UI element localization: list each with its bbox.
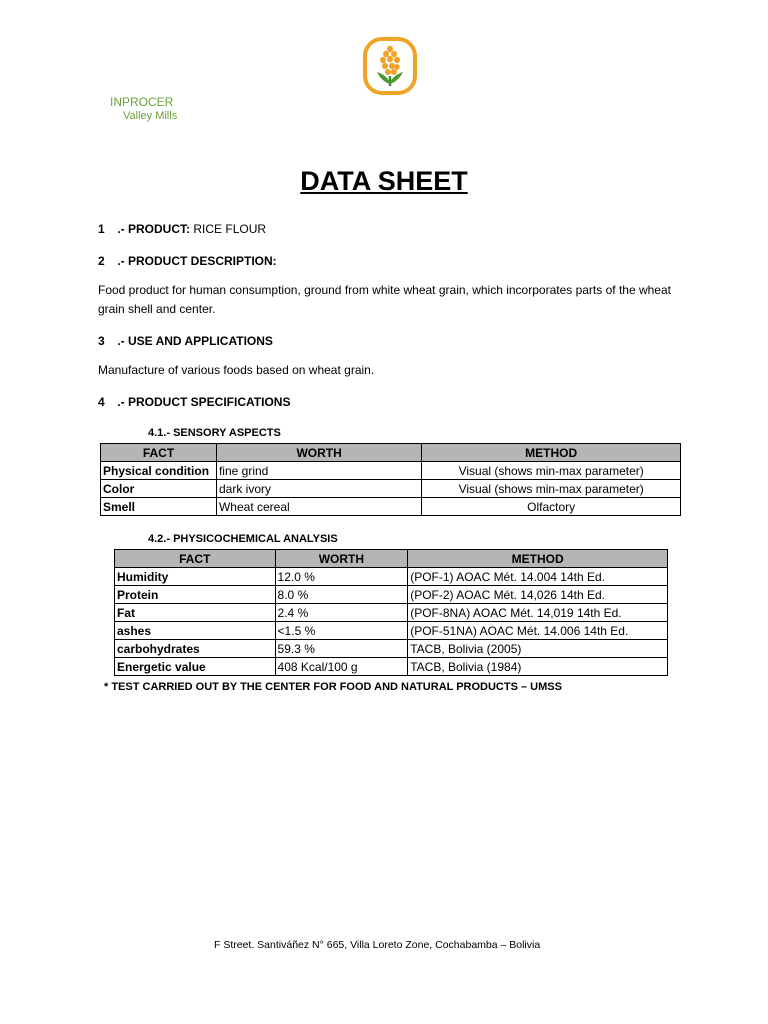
column-header: WORTH [275, 550, 408, 568]
method-cell: (POF-8NA) AOAC Mét. 14,019 14th Ed. [408, 604, 668, 622]
table-row [115, 658, 668, 676]
section-label: .- PRODUCT DESCRIPTION: [117, 254, 277, 268]
method-cell: TACB, Bolivia (1984) [408, 658, 668, 676]
method-cell: Olfactory [422, 498, 681, 516]
column-header: METHOD [422, 444, 681, 462]
worth-cell: 8.0 % [275, 586, 408, 604]
table-header-row [101, 444, 681, 462]
fact-cell: Humidity [115, 568, 276, 586]
sensory-heading: 4.1.- SENSORY ASPECTS [148, 427, 281, 439]
worth-cell: 59.3 % [275, 640, 408, 658]
worth-cell: <1.5 % [275, 622, 408, 640]
table-row [101, 498, 681, 516]
method-cell: TACB, Bolivia (2005) [408, 640, 668, 658]
physicochemical-table [114, 549, 668, 676]
method-cell: (POF-51NA) AOAC Mét. 14.006 14th Ed. [408, 622, 668, 640]
product-name: RICE FLOUR [193, 222, 267, 236]
column-header: METHOD [408, 550, 668, 568]
worth-cell: dark ivory [216, 480, 421, 498]
column-header: WORTH [216, 444, 421, 462]
worth-cell: fine grind [216, 462, 421, 480]
table-row [101, 480, 681, 498]
page-title: DATA SHEET [300, 166, 468, 196]
fact-cell: Energetic value [115, 658, 276, 676]
fact-cell: Smell [101, 498, 217, 516]
worth-cell: 408 Kcal/100 g [275, 658, 408, 676]
method-cell: (POF-2) AOAC Mét. 14,026 14th Ed. [408, 586, 668, 604]
section-label: .- PRODUCT: [117, 222, 191, 236]
method-cell: (POF-1) AOAC Mét. 14.004 14th Ed. [408, 568, 668, 586]
section-number: 4 [98, 395, 105, 409]
section-number: 2 [98, 254, 105, 268]
sensory-table [100, 443, 681, 516]
fact-cell: ashes [115, 622, 276, 640]
fact-cell: Protein [115, 586, 276, 604]
table-row [115, 586, 668, 604]
fact-cell: carbohydrates [115, 640, 276, 658]
section-number: 1 [98, 222, 105, 236]
worth-cell: Wheat cereal [216, 498, 421, 516]
section-product [98, 222, 266, 236]
description-text: Food product for human consumption, ground from white wheat grain, which incorporates parts of the wheat grain shell and center. [98, 283, 671, 316]
fact-cell: Physical condition [101, 462, 217, 480]
footer-address: F Street. Santiváñez N° 665, Villa Loreto Zone, Cochabamba – Bolivia [214, 939, 541, 951]
company-name: INPROCER [110, 95, 174, 109]
worth-cell: 12.0 % [275, 568, 408, 586]
method-cell: Visual (shows min-max parameter) [422, 462, 681, 480]
table-header-row [115, 550, 668, 568]
use-text: Manufacture of various foods based on wheat grain. [98, 363, 375, 377]
section-specifications [98, 395, 290, 409]
section-label: .- PRODUCT SPECIFICATIONS [117, 395, 291, 409]
column-header: FACT [101, 444, 217, 462]
company-name-block [110, 95, 177, 123]
section-use [98, 334, 273, 348]
table-row [115, 604, 668, 622]
column-header: FACT [115, 550, 276, 568]
fact-cell: Fat [115, 604, 276, 622]
method-cell: Visual (shows min-max parameter) [422, 480, 681, 498]
table-row [101, 462, 681, 480]
worth-cell: 2.4 % [275, 604, 408, 622]
table-row [115, 568, 668, 586]
section-number: 3 [98, 334, 105, 348]
section-description [98, 254, 277, 268]
company-subname: Valley Mills [123, 110, 178, 122]
section-label: .- USE AND APPLICATIONS [117, 334, 273, 348]
company-logo [362, 36, 418, 96]
table-row [115, 640, 668, 658]
fact-cell: Color [101, 480, 217, 498]
test-note: * TEST CARRIED OUT BY THE CENTER FOR FOOD AND NATURAL PRODUCTS – UMSS [104, 681, 562, 693]
physicochemical-heading: 4.2.- PHYSICOCHEMICAL ANALYSIS [148, 533, 338, 545]
table-row [115, 622, 668, 640]
